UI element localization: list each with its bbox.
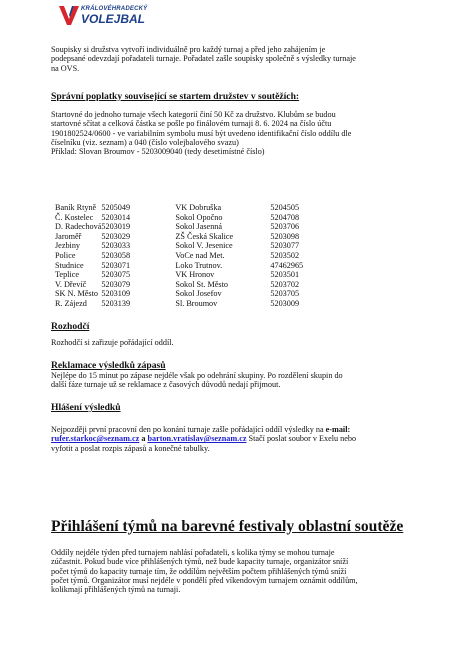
club-name: Studnice bbox=[55, 260, 84, 270]
club-code: 5203501 bbox=[270, 270, 300, 280]
logo-top-text: KRÁLOVÉHRADECKÝ bbox=[81, 6, 148, 12]
fees-heading: Správní poplatky související se startem družstev v soutěžích: bbox=[51, 91, 300, 102]
club-code: 5203109 bbox=[101, 289, 131, 299]
fees-line: startovné sčítat a celková částka se pošle po finálovém turnaji 8. 6. 2024 na číslo účtu bbox=[51, 119, 332, 129]
intro-paragraph bbox=[51, 45, 411, 73]
club-code: 5204708 bbox=[270, 212, 300, 222]
claims-paragraph bbox=[51, 371, 411, 390]
club-code: 5203075 bbox=[101, 270, 131, 280]
club-code: 5203014 bbox=[101, 212, 131, 222]
fees-line: číselníku (viz. seznam) a 040 (číslo volejbalového svazu) bbox=[51, 137, 239, 147]
club-row bbox=[55, 222, 320, 232]
club-row bbox=[55, 232, 320, 242]
club-code: 5203098 bbox=[270, 231, 300, 241]
club-code: 5203071 bbox=[101, 260, 131, 270]
festival-line: Oddíly nejdéle týden před turnajem nahlásí pořadateli, s kolika týmy se mohou turnaje bbox=[51, 548, 335, 557]
club-code: 5204505 bbox=[270, 203, 300, 212]
club-code: 5203705 bbox=[270, 289, 300, 299]
logo bbox=[58, 3, 148, 29]
club-code: 5205049 bbox=[101, 203, 131, 212]
club-name: Sl. Broumov bbox=[175, 298, 218, 308]
intro-line: podepsané odevzdají pořadateli turnaje. Pořadatel zašle soupisky společně s výsledky turnaje bbox=[51, 54, 356, 64]
club-name: Police bbox=[55, 250, 76, 260]
club-name: Teplice bbox=[55, 270, 79, 280]
festival-paragraph bbox=[51, 548, 411, 594]
club-row bbox=[55, 270, 320, 280]
results-line: vyfotit a poslat rozpis zápasů a konečné tabulky. bbox=[51, 443, 210, 453]
club-name: Sokol Josefov bbox=[175, 289, 222, 299]
club-code: 47462965 bbox=[270, 260, 304, 270]
club-name: R. Zájezd bbox=[55, 298, 87, 308]
club-name: Baník Rtyně bbox=[55, 203, 97, 212]
club-name: D. Radechová bbox=[55, 222, 102, 232]
club-code: 5203077 bbox=[270, 241, 300, 251]
club-name: Loko Trutnov. bbox=[175, 260, 223, 270]
club-code: 5203079 bbox=[101, 279, 131, 289]
claims-line: další fáze turnaje už se reklamace z časových důvodů nedají přijmout. bbox=[51, 380, 281, 390]
festival-line: počet týmů. Organizátor musí nejdéle v pondělí před víkendovým turnajem oznámit oddílům, bbox=[51, 575, 358, 585]
club-code: 5203502 bbox=[270, 250, 300, 260]
club-code: 5203033 bbox=[101, 241, 131, 251]
results-line: Nejpozději první pracovní den po konání turnaje zašle pořádající oddíl výsledky na bbox=[51, 425, 324, 434]
fees-paragraph bbox=[51, 110, 411, 156]
fees-line: Příklad: Slovan Broumov - 5203009040 (tedy desetimístné číslo) bbox=[51, 147, 265, 157]
club-code: 5203029 bbox=[101, 231, 131, 241]
referee-heading: Rozhodčí bbox=[51, 321, 90, 332]
festival-line: kolikmají přihlášených týmů na turnaji. bbox=[51, 585, 181, 595]
club-name: ZŠ Česká Skalice bbox=[175, 231, 234, 241]
festival-heading: Přihlášení týmů na barevné festivaly oblastní soutěže bbox=[51, 518, 404, 535]
club-row bbox=[55, 251, 320, 261]
club-row bbox=[55, 299, 320, 309]
club-code: 5203702 bbox=[270, 279, 300, 289]
club-code: 5203019 bbox=[101, 222, 131, 232]
festival-line: počet týmů do kapacity turnaje tím, že oddílům největším počtem přihlášených týmů sníží bbox=[51, 566, 347, 576]
club-row bbox=[55, 203, 320, 213]
club-name: V. Dřevíč bbox=[55, 279, 87, 289]
club-row bbox=[55, 261, 320, 271]
claims-line: Nejlépe do 15 minut po zápase nejdéle však po odehrání skupiny. Po rozdělení skupin do bbox=[51, 371, 343, 380]
club-name: Sokol St. Město bbox=[175, 279, 228, 289]
claims-heading: Reklamace výsledků zápasů bbox=[51, 360, 166, 371]
club-name: VoCe nad Met. bbox=[175, 250, 225, 260]
email-link-rufer[interactable]: rufer.starkoc@seznam.cz bbox=[51, 434, 140, 444]
club-name: Sokol V. Jesenice bbox=[175, 241, 233, 251]
club-row bbox=[55, 289, 320, 299]
club-name: VK Hronov bbox=[175, 270, 215, 280]
club-code: 5203009 bbox=[270, 298, 300, 308]
club-row bbox=[55, 213, 320, 223]
intro-line: Soupisky si družstva vytvoří individuálně pro každý turnaj a před jeho zahájením je bbox=[51, 45, 326, 54]
referee-text: Rozhodčí si zařizuje pořádající oddíl. bbox=[51, 338, 174, 347]
email-label: e-mail: bbox=[325, 425, 351, 434]
and-text: a bbox=[139, 434, 148, 444]
fees-line: Startovné do jednoho turnaje všech kategorií činí 50 Kč za družstvo. Klubům se budou bbox=[51, 110, 336, 119]
club-name: SK N. Město bbox=[55, 289, 98, 299]
intro-line: na OVS. bbox=[51, 63, 80, 73]
club-name: Jezbiny bbox=[55, 241, 81, 251]
club-code: 5203706 bbox=[270, 222, 300, 232]
club-row bbox=[55, 280, 320, 290]
club-name: VK Dobruška bbox=[175, 203, 222, 212]
club-name: Sokol Jasenná bbox=[175, 222, 223, 232]
logo-main-text: VOLEJBAL bbox=[81, 12, 146, 26]
club-name: Jaroměř bbox=[55, 231, 82, 241]
club-code: 5203058 bbox=[101, 250, 131, 260]
club-code: 5203139 bbox=[101, 298, 131, 308]
fees-line: 1901802524/0600 - ve variabilním symbolu musí být uvedeno identifikační číslo oddílu dle bbox=[51, 128, 352, 138]
club-row bbox=[55, 241, 320, 251]
festival-line: zúčastnit. Pokud bude více přihlášených týmů, než bude kapacity turnaje, organizátor sníží bbox=[51, 557, 349, 567]
results-tail: Stačí poslat soubor v Exelu nebo bbox=[246, 434, 357, 444]
results-heading: Hlášení výsledků bbox=[51, 402, 121, 413]
results-paragraph bbox=[51, 425, 411, 453]
club-name: Sokol Opočno bbox=[175, 212, 223, 222]
club-code-table bbox=[55, 203, 320, 309]
club-name: Č. Kostelec bbox=[55, 212, 94, 222]
volleyball-logo-icon bbox=[58, 3, 80, 27]
email-link-barton[interactable]: barton.vratislav@seznam.cz bbox=[147, 434, 247, 444]
